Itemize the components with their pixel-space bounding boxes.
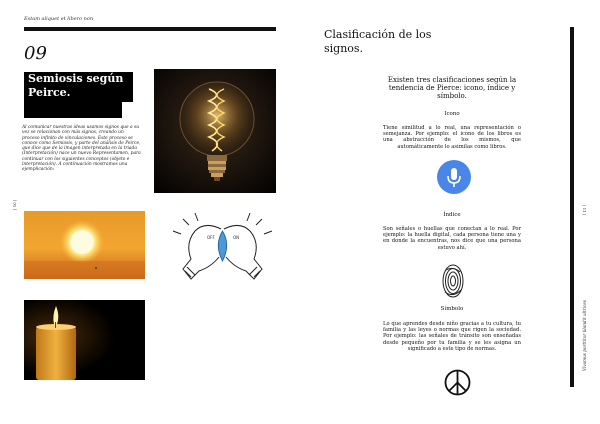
- section-text-indice: Son señales o huellas que conectan a lo real. Por ejemplo: la huella digital, cada persona tiene una y en donde la encuentras, nos dice que una persona estuvo ahí.: [383, 226, 521, 251]
- edison-bulb-photo: [154, 69, 276, 193]
- chapter-number: 09: [24, 43, 47, 64]
- section-heading-icono: Icono: [444, 111, 460, 117]
- peace-symbol-icon: [444, 369, 471, 396]
- candle-photo: [24, 300, 145, 380]
- page-number-left-label: | 10 |: [12, 199, 17, 210]
- microphone-icon: [437, 160, 471, 194]
- header-rule: [24, 27, 276, 31]
- title-line-1: Semiosis según: [28, 72, 124, 85]
- lead-text: Existen tres clasificaciones según la tendencia de Pierce: icono, índice y símbolo.: [387, 76, 517, 100]
- section-text-simbolo: Lo que aprendes desde niño gracias a tu cultura, tu familia y las leyes o normas que rigen la sociedad. Por ejemplo: las señales de tránsito son enseñadas desde pequeño por tu familia y se les asigna un significado a este tipo de normas.: [383, 321, 521, 352]
- fingerprint-icon: [440, 262, 466, 300]
- sunset-photo: [24, 211, 145, 279]
- right-title-line-2: signos.: [324, 42, 364, 55]
- bulb-label-off: OFF: [207, 235, 215, 240]
- right-title-line-1: Clasificación de los: [324, 28, 432, 41]
- section-heading-simbolo: Símbolo: [440, 306, 464, 312]
- right-vertical-rule: [570, 27, 574, 387]
- section-heading-indice: Índice: [443, 212, 461, 218]
- title-line-2: Peirce.: [28, 86, 71, 99]
- bulb-label-on: ON: [233, 235, 240, 240]
- section-text-icono: Tiene similitud a lo real, una representación o semejanza. Por ejemplo: el icono de los libros es una abstracción de los mismos, que automáticamente lo asimilas como libros.: [383, 125, 521, 150]
- running-footer-right: Vivamus porttitor blandit ultrices: [582, 300, 587, 372]
- bulbs-illustration: [165, 207, 280, 287]
- title-background-bar: [24, 101, 122, 118]
- intro-text: Al comunicar nuestras ideas usamos signos que a su vez se relacionan con más signos, creando un proceso infinito de vinculaciones. Este proceso se conoce como Semiosis, y parte del análisis de Peirce, que dice que de la imagen interpretada en la triada (Interpretación) nace un nuevo Representamen, para continuar con los siguientes conceptos (objeto e interpretación). A continuación mostramos una ejemplicación:: [22, 125, 141, 173]
- page-number-right: | 11 |: [582, 205, 587, 216]
- page-title: [28, 72, 123, 100]
- running-header: Estam aliquet et libero non: [24, 16, 94, 22]
- right-page-title: [324, 28, 431, 56]
- page-number-left: [12, 200, 17, 210]
